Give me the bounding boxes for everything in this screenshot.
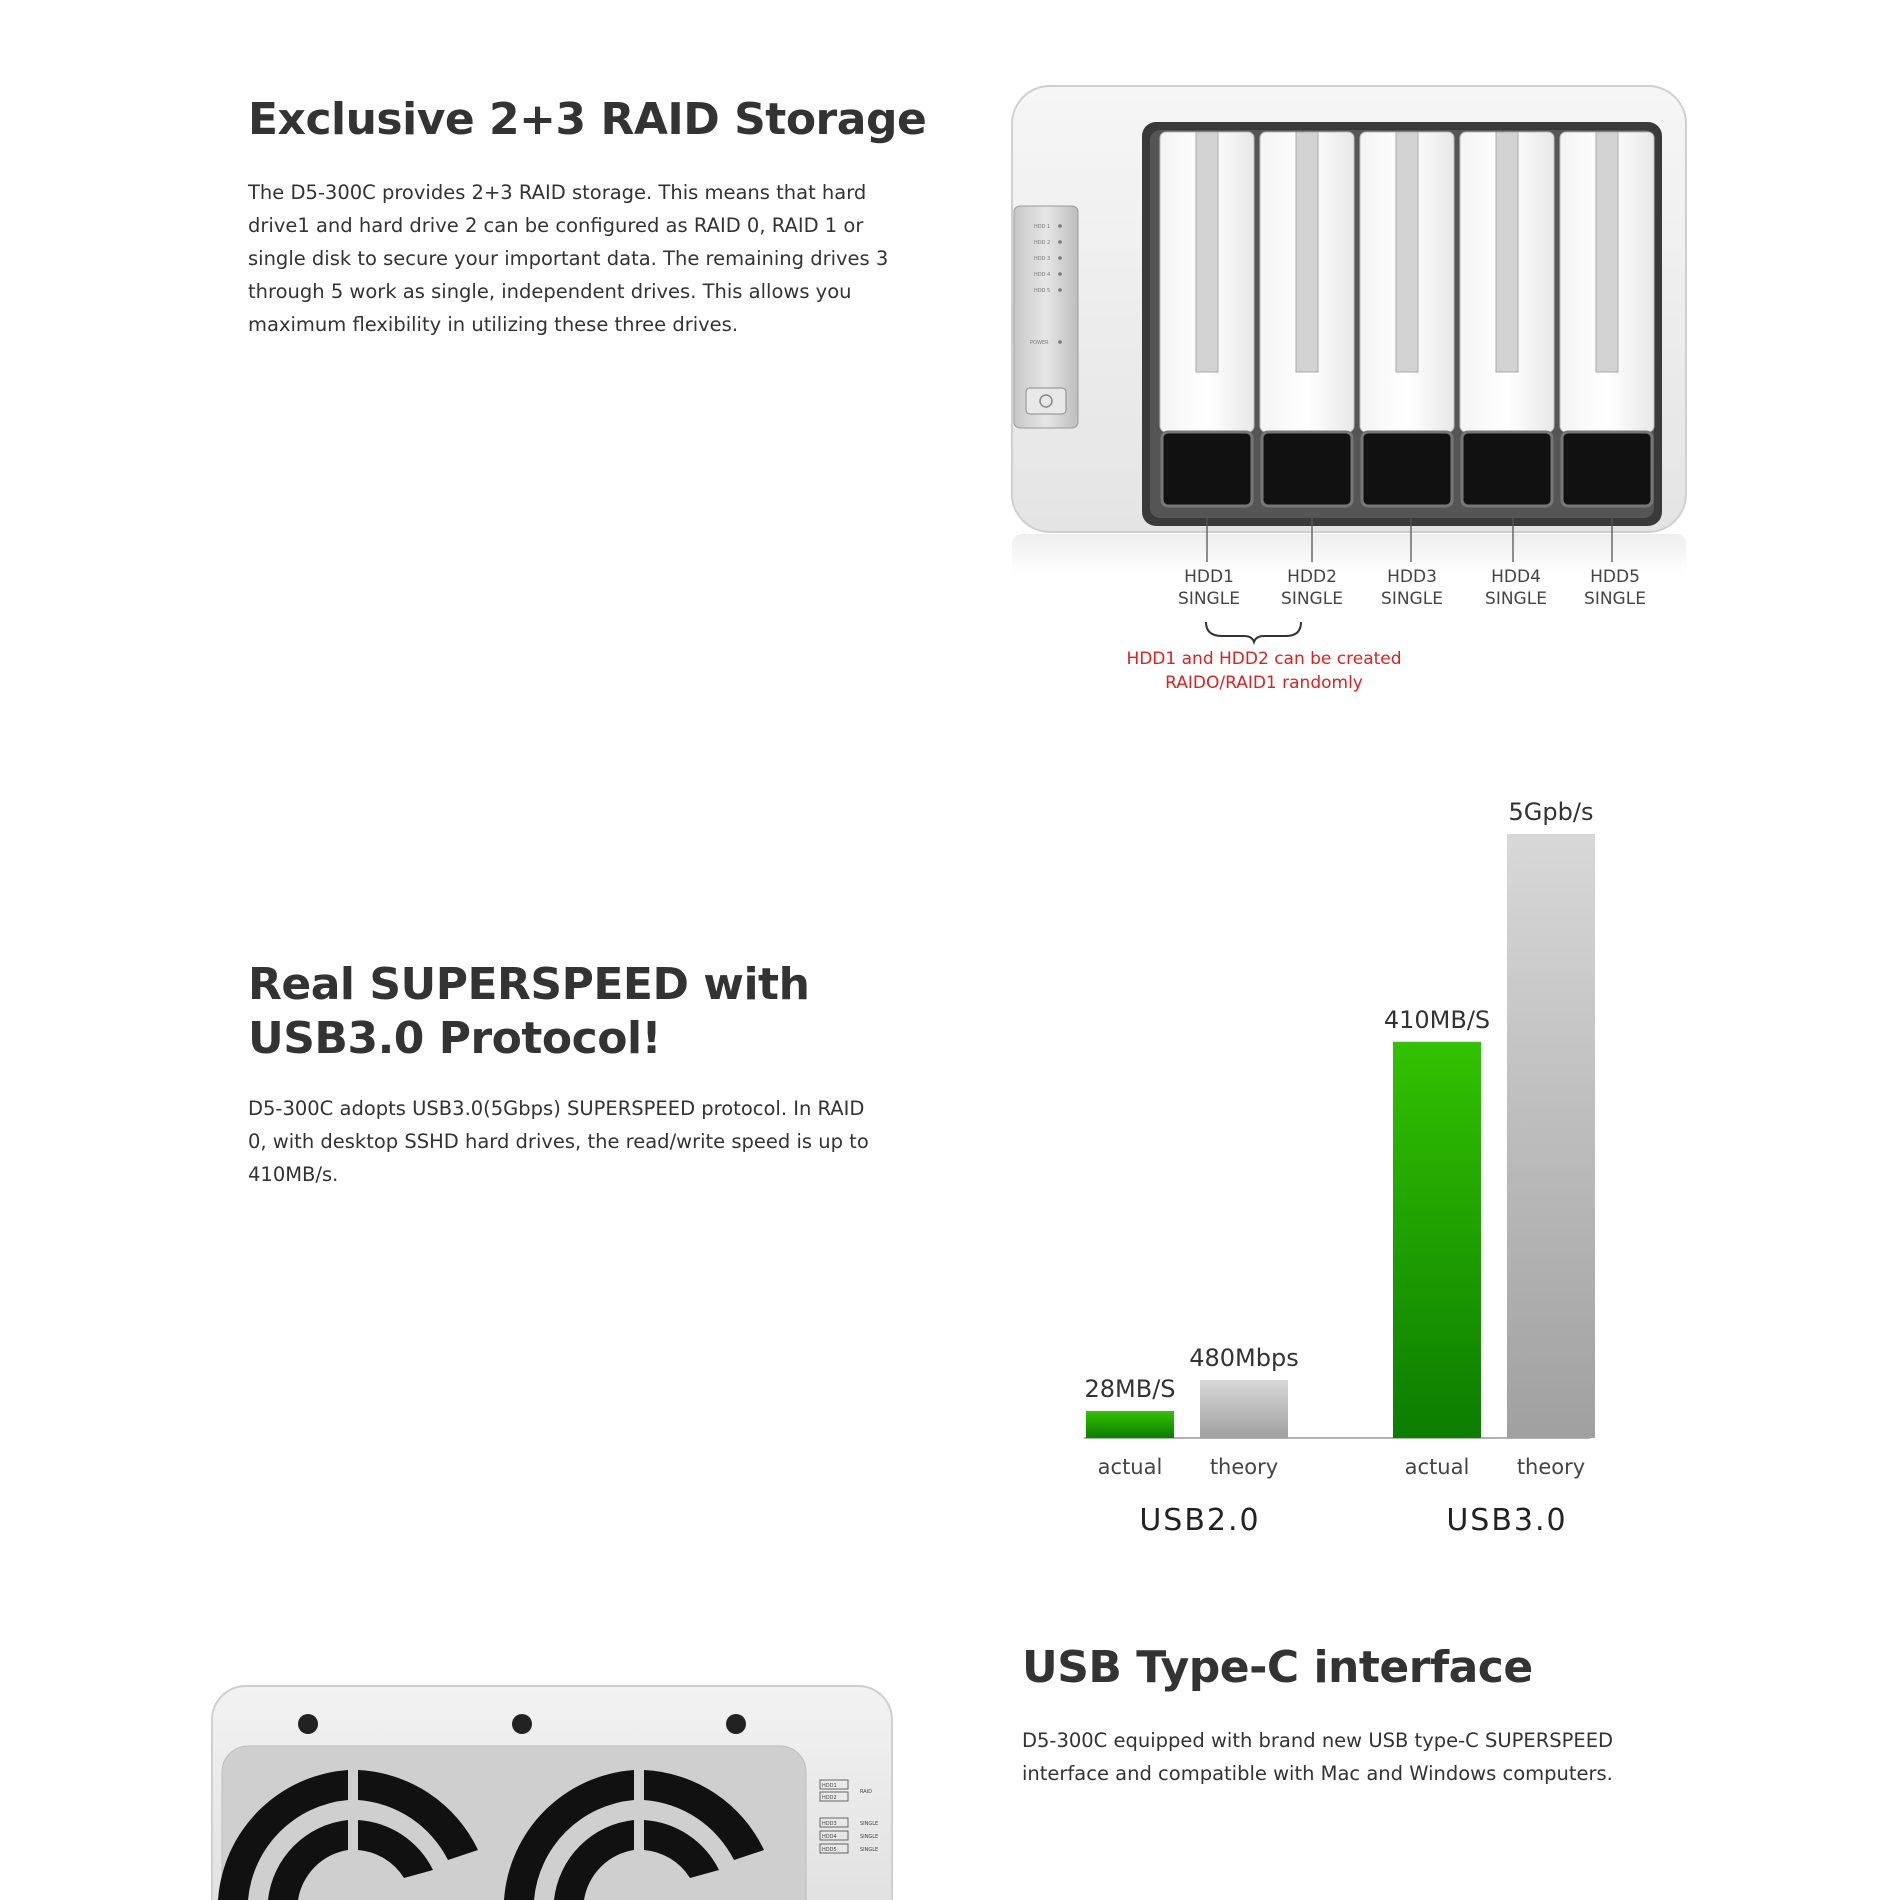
bar-usb30-actual: [1393, 1042, 1481, 1438]
front-control-panel: [1014, 206, 1078, 428]
svg-text:HDD4: HDD4: [822, 1834, 837, 1840]
hdd3-label: HDD3: [1387, 567, 1437, 587]
screw-hole-2: [512, 1714, 532, 1734]
panel-label-power: POWER: [1030, 340, 1049, 346]
svg-text:RAID: RAID: [860, 1789, 873, 1795]
panel-label-hdd3: HDD 3: [1034, 256, 1051, 262]
drive-trays: [1160, 132, 1654, 506]
speed-section-body: D5-300C adopts USB3.0(5Gbps) SUPERSPEED protocol. In RAID 0, with desktop SSHD hard drives, the read/write speed is up to 410MB/s.: [248, 1097, 869, 1186]
panel-label-hdd4: HDD 4: [1034, 272, 1051, 278]
hdd2-label: HDD2: [1287, 567, 1337, 587]
hdd3-mode: SINGLE: [1381, 589, 1443, 609]
raid-section-title: Exclusive 2+3 RAID Storage: [248, 94, 927, 145]
raid-enclosure-illustration: [1000, 80, 1700, 700]
bar-value-label: 480Mbps: [1189, 1344, 1299, 1373]
panel-label-hdd2: HDD 2: [1034, 240, 1051, 246]
drive-tray-1: [1160, 132, 1254, 506]
category-label: theory: [1209, 1455, 1279, 1479]
screw-hole-3: [726, 1714, 746, 1734]
usb-speed-chart: [1060, 780, 1620, 1560]
panel-label-hdd5: HDD 5: [1034, 288, 1051, 294]
power-button[interactable]: [1026, 388, 1066, 414]
hdd4-mode: SINGLE: [1485, 589, 1547, 609]
category-label: theory: [1516, 1455, 1586, 1479]
bar-usb20-actual: [1086, 1411, 1174, 1438]
panel-label-hdd1: HDD 1: [1034, 224, 1051, 230]
drive-tray-4: [1460, 132, 1554, 506]
rear-panel-illustration: [208, 1680, 898, 1900]
hdd5-mode: SINGLE: [1584, 589, 1646, 609]
group-label: USB2.0: [1139, 1503, 1261, 1538]
category-label: actual: [1097, 1455, 1163, 1479]
typec-section-body: D5-300C equipped with brand new USB type-C SUPERSPEED interface and compatible with Mac and Windows computers.: [1022, 1729, 1614, 1785]
raid-pair-brace: [1206, 622, 1301, 642]
category-label: actual: [1404, 1455, 1470, 1479]
svg-text:SINGLE: SINGLE: [860, 1847, 879, 1853]
svg-text:HDD3: HDD3: [822, 1821, 837, 1827]
speed-section-title: Real SUPERSPEED with USB3.0 Protocol!: [248, 959, 810, 1064]
raid-section-body: The D5-300C provides 2+3 RAID storage. This means that hard drive1 and hard drive 2 can be configured as RAID 0, RAID 1 or single disk to secure your important data. The remaining drives 3 through 5 work as single, independent drives. This allows you maximum flexibility in utilizing these three drives.: [248, 181, 889, 336]
raid-note-line2: RAIDO/RAID1 randomly: [1165, 673, 1363, 693]
svg-text:SINGLE: SINGLE: [860, 1834, 879, 1840]
drive-tray-5: [1560, 132, 1654, 506]
bar-usb30-theory: [1507, 834, 1595, 1438]
bar-value-label: 5Gpb/s: [1508, 798, 1594, 826]
svg-text:HDD1: HDD1: [822, 1783, 837, 1789]
hdd5-label: HDD5: [1590, 567, 1640, 587]
svg-text:HDD5: HDD5: [822, 1847, 837, 1853]
svg-text:HDD2: HDD2: [822, 1795, 837, 1801]
bar-usb20-theory: [1200, 1380, 1288, 1438]
bar-value-label: 410MB/S: [1383, 1005, 1491, 1034]
drive-tray-3: [1360, 132, 1454, 506]
group-label: USB3.0: [1446, 1503, 1568, 1538]
screw-hole-1: [298, 1714, 318, 1734]
bar-value-label: 28MB/S: [1084, 1374, 1176, 1403]
drive-tray-2: [1260, 132, 1354, 506]
raid-note-line1: HDD1 and HDD2 can be created: [1126, 649, 1402, 669]
hdd4-label: HDD4: [1491, 567, 1541, 587]
hdd1-label: HDD1: [1184, 567, 1234, 587]
hdd1-mode: SINGLE: [1178, 589, 1240, 609]
hdd2-mode: SINGLE: [1281, 589, 1343, 609]
svg-text:SINGLE: SINGLE: [860, 1821, 879, 1827]
typec-section-title: USB Type-C interface: [1022, 1642, 1533, 1693]
